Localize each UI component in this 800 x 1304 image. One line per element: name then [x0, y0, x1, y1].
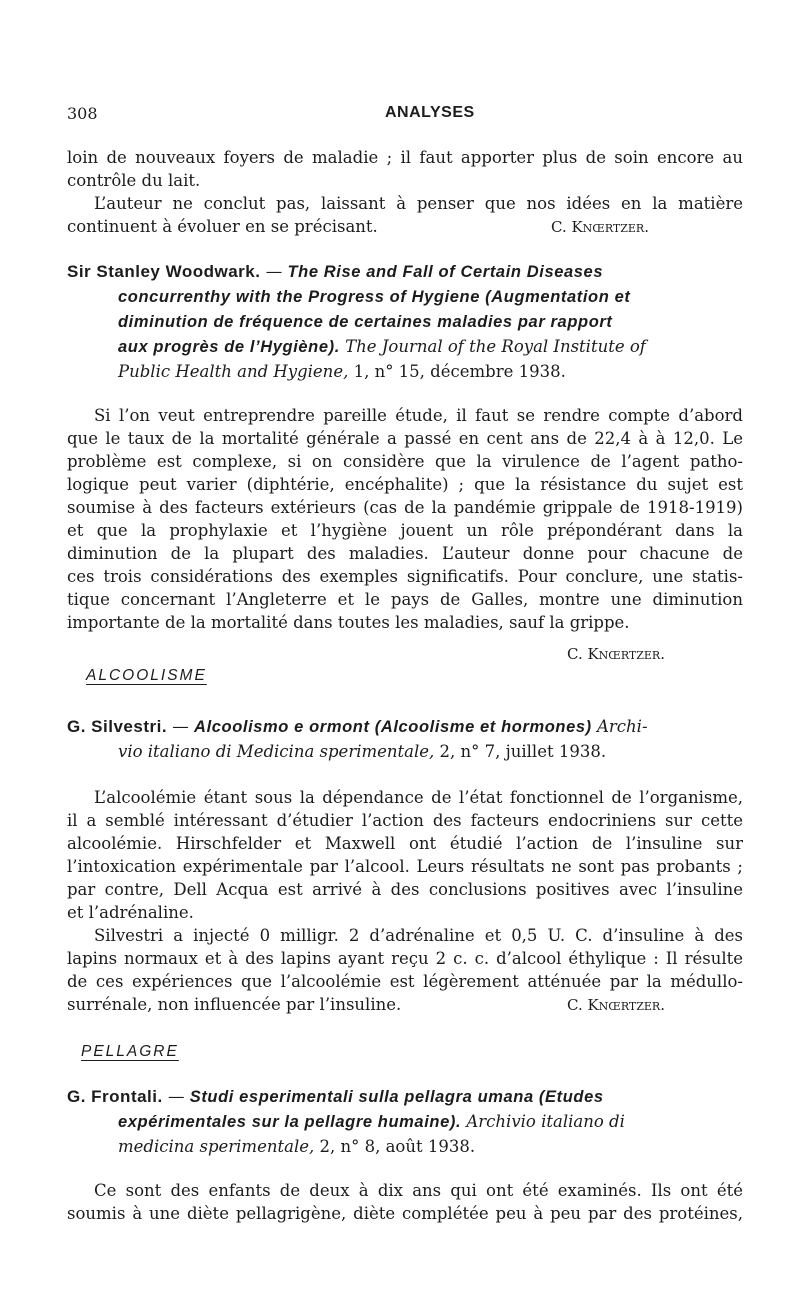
em-dash: —: [265, 262, 283, 281]
article-title: Alcoolismo e ormont (Alcoolisme et hormones): [194, 718, 592, 736]
running-head: ANALYSES: [385, 104, 475, 121]
text-line: Si l’on veut entreprendre pareille étude, il faut se rendre compte d’abord: [94, 406, 743, 425]
text-line: diminution de la plupart des maladies. L’auteur donne pour chacune de: [67, 544, 743, 563]
text-line: logique peut varier (diphtérie, encéphalite) ; que la résistance du sujet est: [67, 475, 743, 494]
text-line: continuent à évoluer en se précisant.: [67, 217, 378, 236]
article-author: G. Frontali.: [67, 1087, 163, 1106]
journal-reference: [118, 1136, 475, 1158]
article-title-end: expérimentales sur la pellagre humaine).: [118, 1113, 462, 1131]
text-line: ces trois considérations des exemples significatifs. Pour conclure, une statis-: [67, 567, 743, 586]
article-heading-line: [67, 261, 603, 283]
text-line: lapins normaux et à des lapins ayant reçu 2 c. c. d’alcool éthylique : Il résulte: [67, 949, 743, 968]
text-line: surrénale, non influencée par l’insuline.: [67, 995, 402, 1014]
text-line: L’auteur ne conclut pas, laissant à penser que nos idées en la matière: [94, 194, 743, 213]
article-author: Sir Stanley Woodwark.: [67, 262, 261, 281]
text-line: que le taux de la mortalité générale a passé en cent ans de 22,4 à à 12,0. Le: [67, 429, 743, 448]
page-header: [67, 104, 743, 128]
text-line: et l’adrénaline.: [67, 903, 194, 922]
article-title-line: [118, 336, 646, 358]
article-title: Studi esperimentali sulla pellagra umana (Etudes: [189, 1088, 604, 1106]
text-line: soumise à des facteurs extérieurs (cas de la pandémie grippale de 1918-1919): [67, 498, 743, 517]
journal-name: Archi-: [597, 717, 648, 736]
text-line: loin de nouveaux foyers de maladie ; il faut apporter plus de soin encore au: [67, 148, 743, 167]
journal-reference: [118, 361, 566, 383]
article-author: G. Silvestri.: [67, 717, 168, 736]
article-title-line: [118, 1111, 625, 1133]
journal-issue: 1, n° 15, décembre 1938.: [353, 362, 566, 381]
text-line: l’intoxication expérimentale par l’alcool. Leurs résultats ne sont pas probants ;: [67, 857, 743, 876]
section-heading-pellagre: PELLAGRE: [81, 1043, 179, 1060]
signature: C. Knœrtzer.: [567, 645, 665, 663]
text-line: soumis à une diète pellagrigène, diète complétée peu à peu par des protéines,: [67, 1204, 743, 1223]
em-dash: —: [167, 1087, 185, 1106]
text-line: contrôle du lait.: [67, 171, 201, 190]
text-line: et que la prophylaxie et l’hygiène jouent un rôle prépondérant dans la: [67, 521, 743, 540]
journal-reference: [118, 741, 606, 763]
article-title-line: diminution de fréquence de certaines maladies par rapport: [118, 313, 613, 331]
section-heading-alcoolisme: ALCOOLISME: [86, 667, 207, 684]
journal-name: Archivio italiano di: [466, 1112, 625, 1131]
article-heading-line: [67, 1086, 604, 1108]
text-line: tique concernant l’Angleterre et le pays de Galles, montre une diminution: [67, 590, 743, 609]
text-line: par contre, Dell Acqua est arrivé à des conclusions positives avec l’insuline: [67, 880, 743, 899]
signature: C. Knœrtzer.: [567, 996, 665, 1014]
text-line: Ce sont des enfants de deux à dix ans qui ont été examinés. Ils ont été: [94, 1181, 743, 1200]
page-number: 308: [67, 104, 98, 123]
text-line: problème est complexe, si on considère que la virulence de l’agent patho-: [67, 452, 743, 471]
text-line: alcoolémie. Hirschfelder et Maxwell ont étudié l’action de l’insuline sur: [67, 834, 743, 853]
article-title: The Rise and Fall of Certain Diseases: [287, 263, 604, 281]
text-line: il a semblé intéressant d’étudier l’action des facteurs endocriniens sur cette: [67, 811, 743, 830]
article-title-end: aux progrès de l’Hygiène).: [118, 338, 340, 356]
journal-name: Public Health and Hygiene,: [118, 362, 349, 381]
journal-issue: 2, n° 7, juillet 1938.: [439, 742, 607, 761]
article-heading-line: [67, 716, 648, 738]
text-line: importante de la mortalité dans toutes les maladies, sauf la grippe.: [67, 613, 630, 632]
text-line: L’alcoolémie étant sous la dépendance de l’état fonctionnel de l’organisme,: [94, 788, 743, 807]
text-line: Silvestri a injecté 0 milligr. 2 d’adrénaline et 0,5 U. C. d’insuline à des: [94, 926, 743, 945]
signature: C. Knœrtzer.: [551, 218, 649, 236]
article-title-line: concurrenthy with the Progress of Hygiene (Augmentation et: [118, 288, 631, 306]
journal-name: medicina sperimentale,: [118, 1137, 315, 1156]
text-line: de ces expériences que l’alcoolémie est légèrement atténuée par la médullo-: [67, 972, 743, 991]
journal-name: The Journal of the Royal Institute of: [345, 337, 646, 356]
journal-issue: 2, n° 8, août 1938.: [319, 1137, 476, 1156]
journal-name: vio italiano di Medicina sperimentale,: [118, 742, 435, 761]
em-dash: —: [172, 717, 189, 736]
